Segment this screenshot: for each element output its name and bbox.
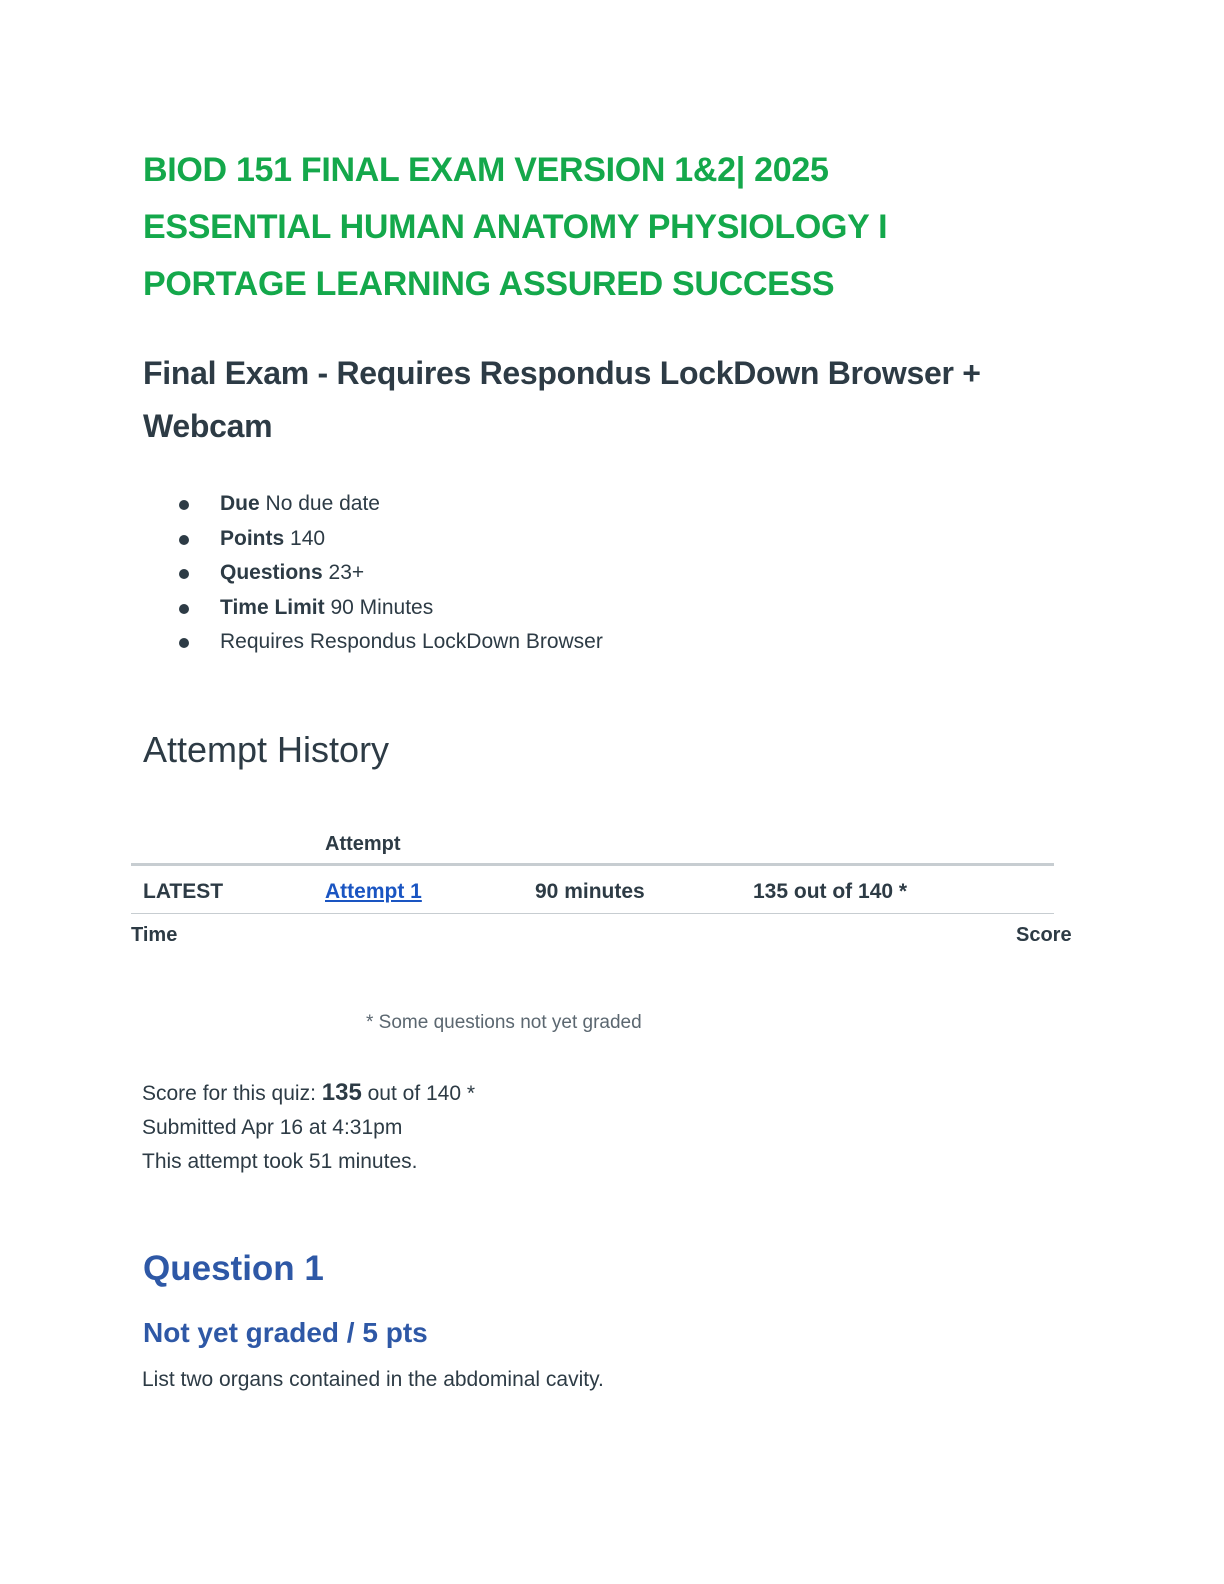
question-points: Not yet graded / 5 pts [143,1317,428,1348]
attempt-duration-line: This attempt took 51 minutes. [142,1150,418,1173]
score-suffix: out of 140 * [361,1082,476,1105]
submitted-line: Submitted Apr 16 at 4:31pm [142,1116,403,1139]
exam-subtitle-line-1: Final Exam - Requires Respondus LockDown Browser + [143,355,981,391]
detail-due [175,487,603,522]
attempt-1-link[interactable]: Attempt 1 [325,880,422,903]
table-row-divider [131,913,1054,914]
attempt-score-value: 135 out of 140 * [753,880,908,903]
score-column-header: Score [1016,924,1072,946]
exam-details-list [175,487,603,660]
detail-label: Points [220,526,285,550]
time-column-header: Time [131,924,178,946]
question-title: Question 1 [143,1249,324,1288]
detail-points [175,522,603,557]
quiz-score-line [142,1078,475,1109]
detail-value: No due date [265,492,380,515]
attempt-column-header: Attempt [325,833,401,855]
bullet-icon [179,638,189,648]
attempt-time-value: 90 minutes [535,880,645,903]
detail-time-limit [175,591,603,626]
detail-lockdown [175,625,603,660]
detail-value: 23+ [328,561,365,584]
detail-label: Questions [220,561,323,584]
detail-label: Due [220,492,260,515]
bullet-icon [179,569,189,579]
grading-note: * Some questions not yet graded [366,1012,642,1033]
question-text: List two organs contained in the abdominal cavity. [142,1368,604,1391]
attempt-history-heading: Attempt History [143,729,390,770]
exam-subtitle-line-2: Webcam [143,408,273,444]
score-prefix: Score for this quiz: [142,1082,322,1105]
detail-questions [175,556,603,591]
detail-label: Time Limit [220,595,325,619]
bullet-icon [179,535,189,545]
score-value: 135 [321,1079,362,1106]
bullet-icon [179,500,189,510]
document-title-line-2: ESSENTIAL HUMAN ANATOMY PHYSIOLOGY I [143,208,888,246]
document-title-line-3: PORTAGE LEARNING ASSURED SUCCESS [143,265,835,303]
table-header-divider [131,863,1054,866]
latest-label: LATEST [143,880,224,903]
detail-value: Requires Respondus LockDown Browser [220,630,603,653]
detail-value: 90 Minutes [330,595,434,619]
bullet-icon [179,604,189,614]
document-title-line-1: BIOD 151 FINAL EXAM VERSION 1&2| 2025 [143,151,829,189]
detail-value: 140 [290,526,326,550]
